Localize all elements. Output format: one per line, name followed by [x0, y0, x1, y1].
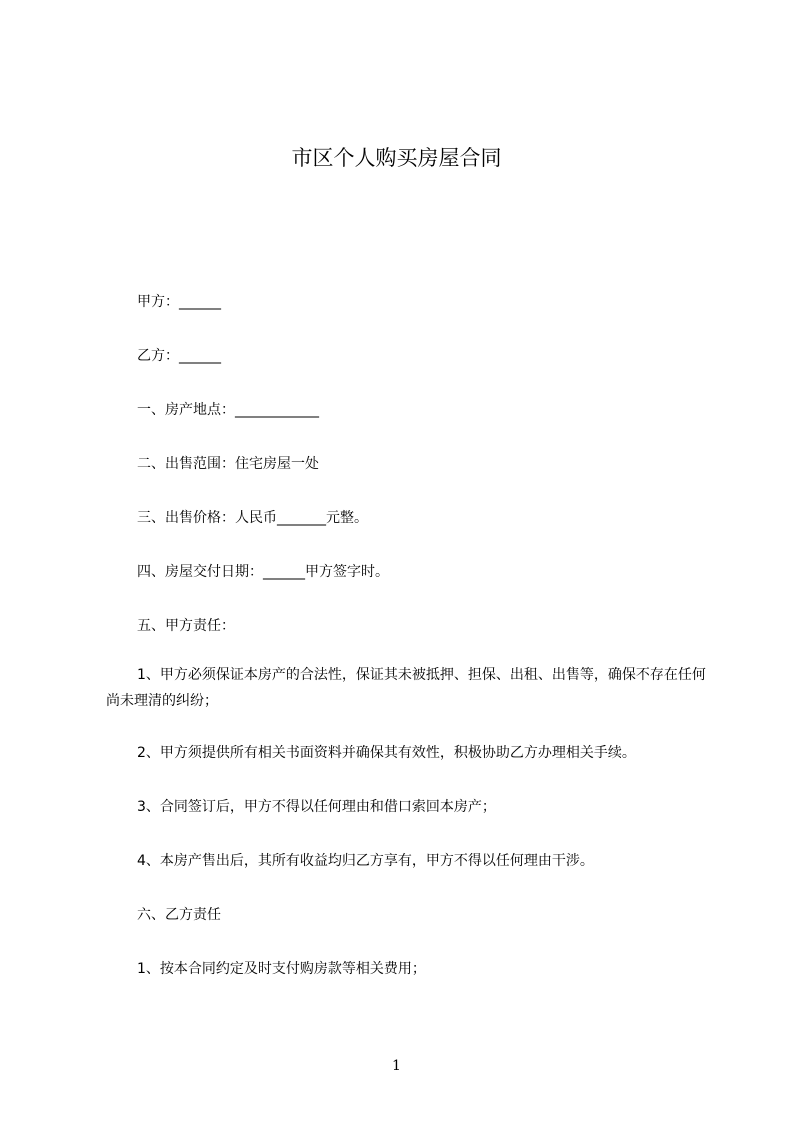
party-b-line: 乙方：______ [137, 348, 221, 364]
clause-party-b-duties-heading: 六、乙方责任 [137, 907, 221, 923]
party-b-duty-1: 1、按本合同约定及时支付购房款等相关费用； [137, 961, 426, 977]
party-a-duty-2: 2、甲方须提供所有相关书面资料并确保其有效性，积极协助乙方办理相关手续。 [137, 745, 636, 761]
party-a-duty-1-text: 1、甲方必须保证本房产的合法性，保证其未被抵押、担保、出租、出售等，确保不存在任何尚未理清的纠纷； [106, 667, 706, 709]
page-number: 1 [392, 1058, 401, 1074]
clause-delivery-date: 四、房屋交付日期：______甲方签字时。 [137, 564, 389, 580]
clause-party-a-duties-heading: 五、甲方责任： [137, 618, 235, 634]
clause-sale-scope: 二、出售范围：住宅房屋一处 [137, 456, 319, 472]
party-a-duty-4: 4、本房产售出后，其所有收益均归乙方享有，甲方不得以任何理由干涉。 [137, 853, 594, 869]
document-title: 市区个人购买房屋合同 [291, 146, 502, 170]
party-a-line: 甲方：______ [137, 294, 221, 310]
clause-property-location: 一、房产地点：____________ [137, 402, 319, 418]
party-a-duty-3: 3、合同签订后，甲方不得以任何理由和借口索回本房产； [137, 799, 496, 815]
party-a-duty-1 [106, 662, 710, 714]
clause-sale-price: 三、出售价格：人民币_______元整。 [137, 510, 368, 526]
